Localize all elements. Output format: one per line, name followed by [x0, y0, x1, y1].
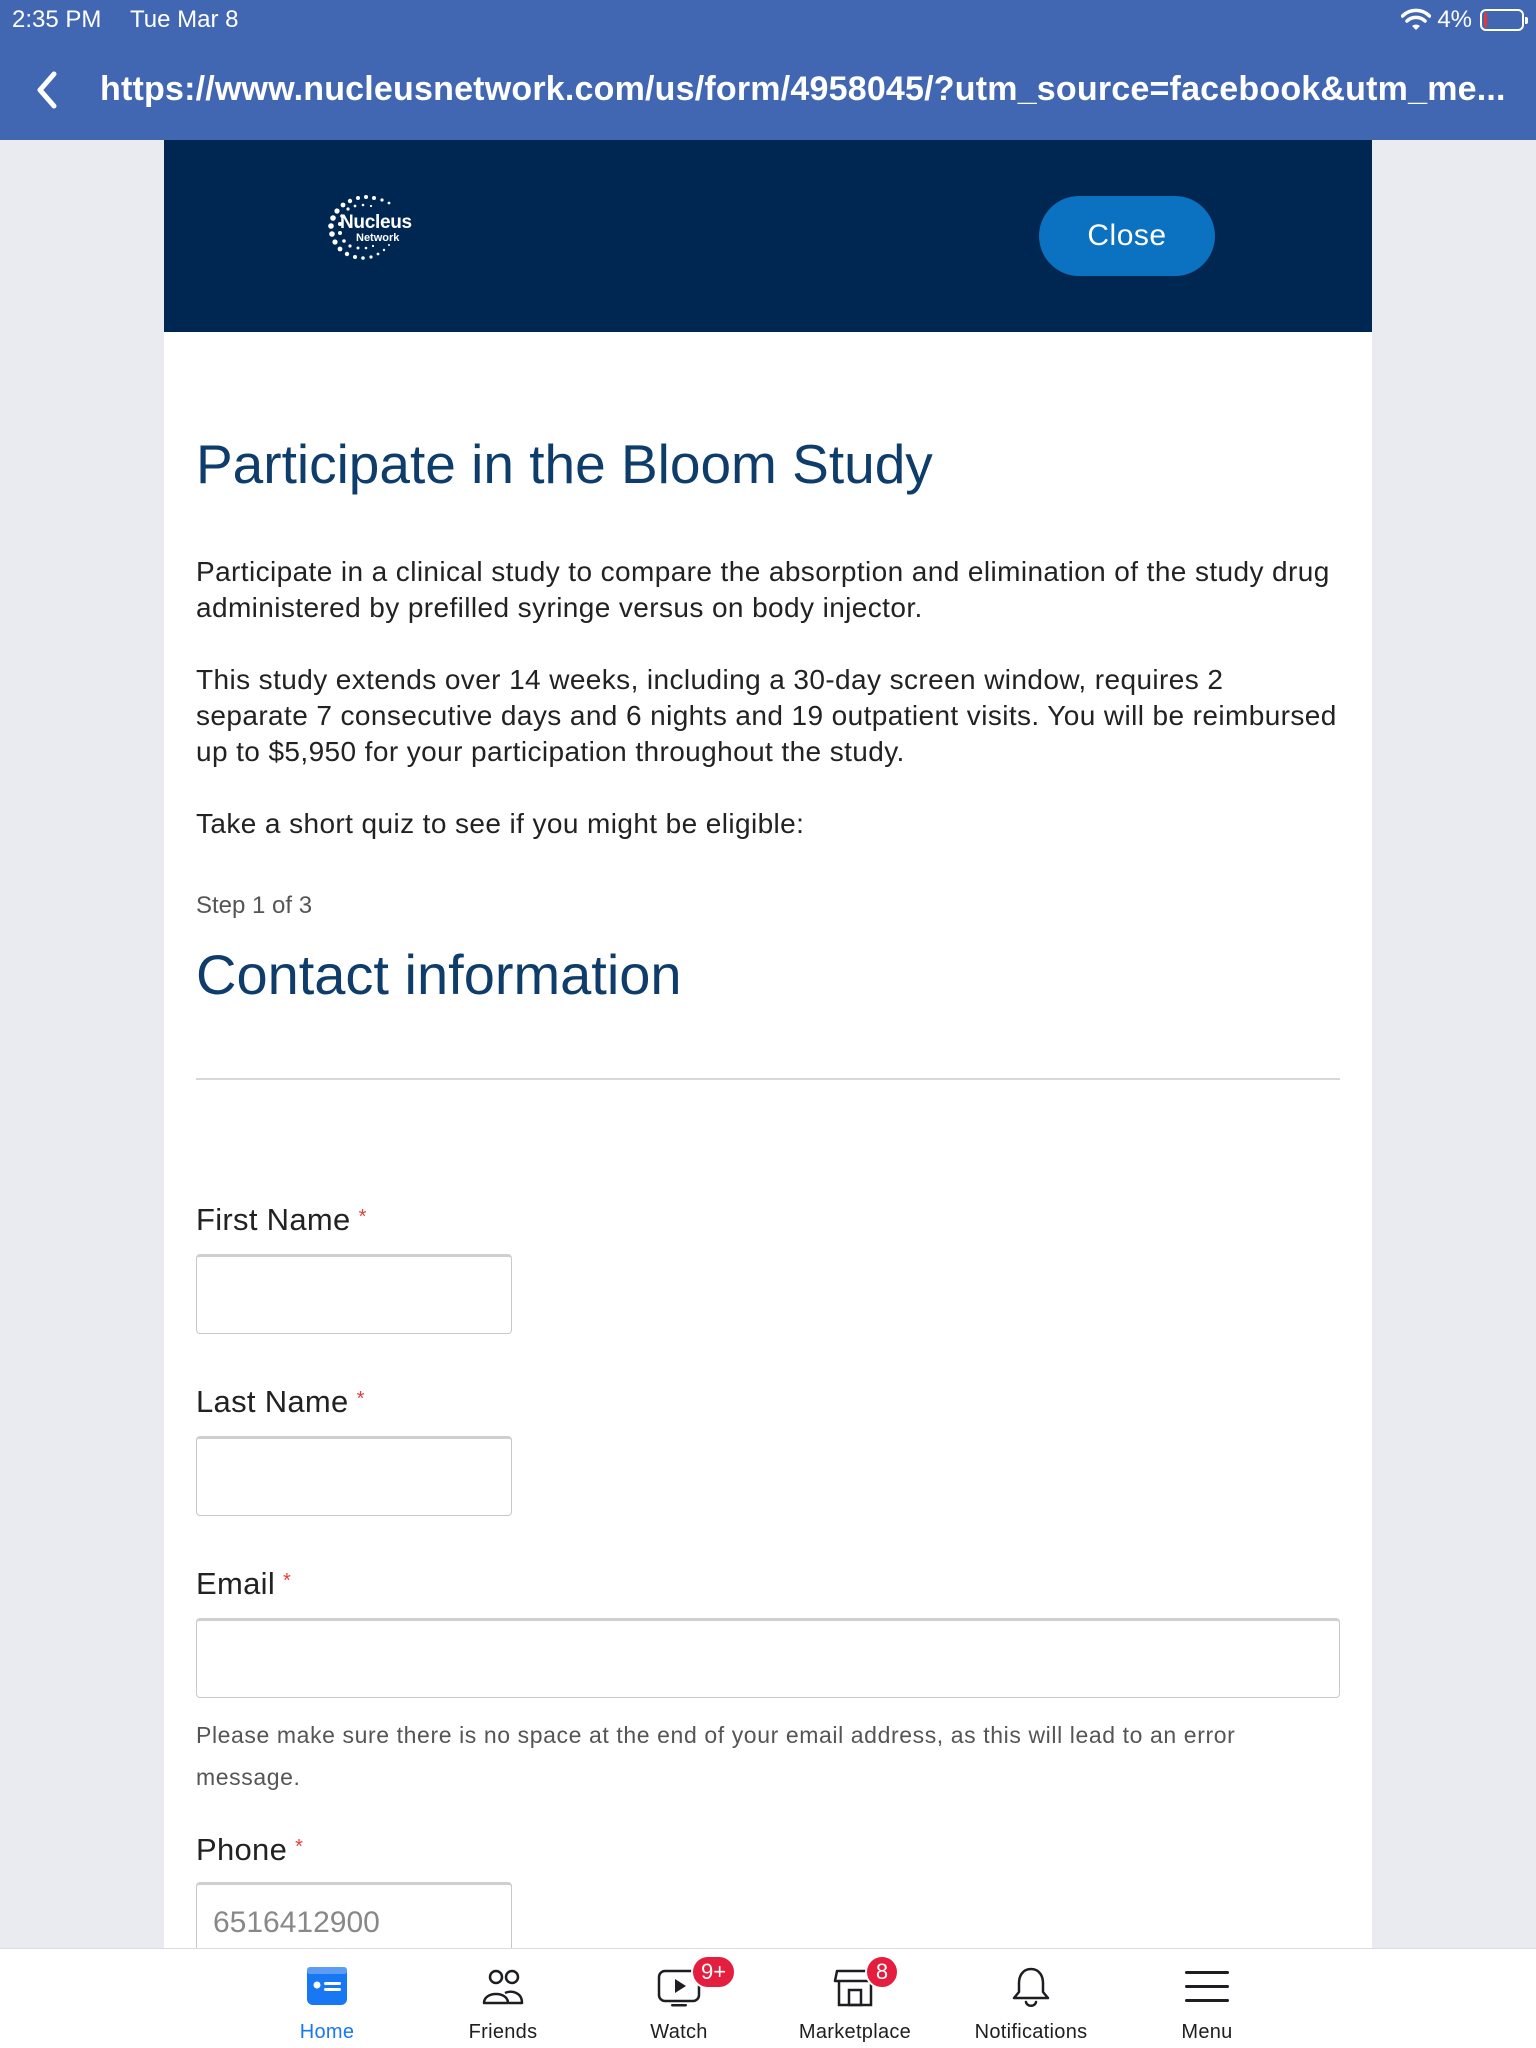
menu-icon: [1183, 1963, 1231, 2011]
step-indicator: Step 1 of 3: [196, 892, 313, 919]
browser-top-bar: [0, 0, 1536, 140]
status-time: 2:35 PM: [12, 6, 102, 33]
tab-home-label: Home: [299, 2021, 355, 2043]
logo-text-network: Network: [356, 232, 400, 244]
status-date: Tue Mar 8: [130, 6, 239, 33]
friends-icon: [479, 1963, 527, 2011]
intro-paragraph: Participate in a clinical study to compare the absorption and elimination of the study drug administered by prefilled syringe versus on body injector.: [196, 556, 1330, 623]
section-title: Contact information: [196, 943, 682, 1006]
section-divider: [196, 1078, 1340, 1080]
tab-marketplace[interactable]: [767, 1959, 943, 2047]
web-page: [164, 140, 1372, 1948]
required-asterisk: *: [358, 1206, 367, 1228]
site-header: [164, 140, 1372, 332]
back-chevron-icon[interactable]: [30, 68, 66, 112]
tab-watch[interactable]: [591, 1959, 767, 2047]
quiz-prompt: Take a short quiz to see if you might be eligible:: [196, 808, 805, 839]
email-label: Email *: [196, 1566, 292, 1601]
email-input[interactable]: [196, 1618, 1340, 1698]
tab-home[interactable]: [239, 1963, 415, 2047]
required-asterisk: *: [356, 1388, 365, 1410]
wifi-icon: [1401, 8, 1431, 32]
tab-friends-label: Friends: [468, 2021, 538, 2043]
battery-percent: 4%: [1437, 6, 1472, 33]
marketplace-badge: 8: [865, 1955, 899, 1989]
tab-friends[interactable]: [415, 1963, 591, 2047]
first-name-label: First Name *: [196, 1202, 367, 1237]
close-button[interactable]: Close: [1039, 196, 1215, 276]
status-right: [1401, 6, 1524, 34]
email-hint: Please make sure there is no space at the end of your email address, as this will lead to an error message.: [196, 1722, 1236, 1790]
battery-icon: [1480, 9, 1524, 31]
tab-notifications[interactable]: [943, 1963, 1119, 2047]
url-row: [0, 60, 1536, 120]
bell-icon: [1007, 1963, 1055, 2011]
watch-badge: 9+: [691, 1955, 736, 1989]
logo-text-nucleus: Nucleus: [340, 212, 412, 233]
tab-menu-label: Menu: [1181, 2021, 1233, 2043]
phone-label: Phone *: [196, 1832, 304, 1867]
required-asterisk: *: [283, 1570, 292, 1592]
tab-notifications-label: Notifications: [974, 2021, 1088, 2043]
last-name-input[interactable]: [196, 1436, 512, 1516]
first-name-input[interactable]: [196, 1254, 512, 1334]
tab-watch-label: Watch: [650, 2021, 708, 2043]
required-asterisk: *: [295, 1836, 304, 1858]
nucleus-logo: [318, 192, 430, 276]
tab-menu[interactable]: [1119, 1963, 1295, 2047]
url-text[interactable]: https://www.nucleusnetwork.com/us/form/4958045/?utm_source=facebook&utm_me...: [100, 70, 1506, 108]
home-icon: [303, 1963, 351, 2011]
status-bar: [12, 6, 1524, 36]
tab-marketplace-label: Marketplace: [798, 2021, 912, 2043]
study-details-paragraph: This study extends over 14 weeks, including a 30-day screen window, requires 2 separate 7 consecutive days and 6 nights and 19 outpatient visits. You will be reimbursed up to $5,950 for your participation throughout the study.: [196, 664, 1337, 767]
bottom-tab-bar: [0, 1948, 1536, 2048]
last-name-label: Last Name *: [196, 1384, 365, 1419]
page-title: Participate in the Bloom Study: [196, 433, 933, 495]
